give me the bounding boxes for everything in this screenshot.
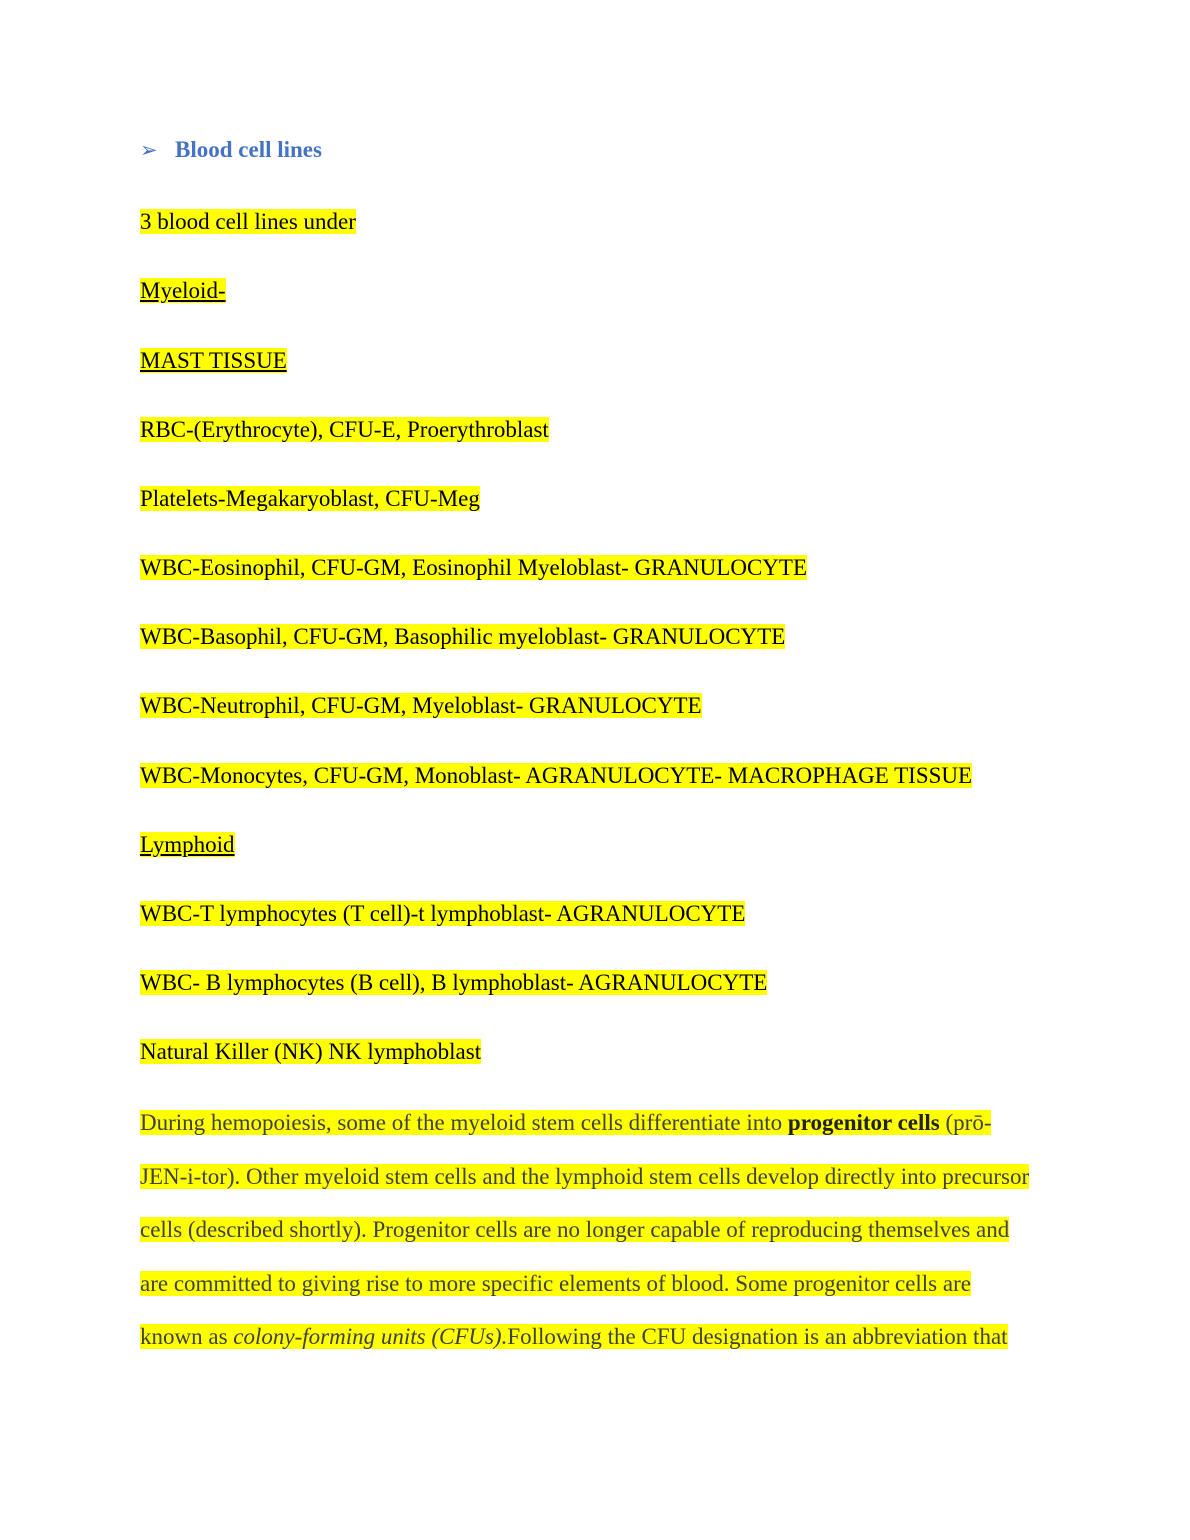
text-line <box>140 348 287 374</box>
highlighted-text: WBC-Basophil, CFU-GM, Basophilic myeloblast- GRANULOCYTE <box>140 624 786 649</box>
paragraph-line <box>140 1160 1050 1214</box>
paragraph-line <box>140 1106 1050 1160</box>
arrow-bullet-icon: ➢ <box>140 138 158 162</box>
section-heading <box>140 137 322 163</box>
paragraph-line <box>140 1267 1050 1321</box>
text-line <box>140 278 226 304</box>
paragraph-line <box>140 1213 1050 1267</box>
text-line <box>140 693 702 719</box>
highlighted-text: WBC-T lymphocytes (T cell)-t lymphoblast- AGRANULOCYTE <box>140 901 746 926</box>
highlighted-text: Natural Killer (NK) NK lymphoblast <box>140 1039 482 1064</box>
highlighted-text: WBC-Monocytes, CFU-GM, Monoblast- AGRANULOCYTE- MACROPHAGE TISSUE <box>140 763 973 788</box>
highlighted-text: RBC-(Erythrocyte), CFU-E, Proerythroblast <box>140 417 549 442</box>
paragraph-text: Following the CFU designation is an abbreviation that <box>507 1324 1008 1350</box>
text-line <box>140 555 807 581</box>
text-line <box>140 832 235 858</box>
text-line <box>140 624 785 650</box>
highlighted-text: Platelets-Megakaryoblast, CFU-Meg <box>140 486 480 511</box>
text-line <box>140 1039 481 1065</box>
paragraph-text: cells (described shortly). Progenitor cells are no longer capable of reproducing themselves and <box>140 1217 1010 1243</box>
highlighted-text: 3 blood cell lines under <box>140 209 356 234</box>
text-line <box>140 417 549 443</box>
mast-tissue-subheading: MAST TISSUE <box>140 348 287 373</box>
text-line <box>140 209 356 235</box>
progenitor-cells-term: progenitor cells <box>787 1110 940 1135</box>
section-heading-text: Blood cell lines <box>175 137 322 162</box>
text-line <box>140 763 972 789</box>
paragraph-text: (prō- <box>939 1110 992 1135</box>
cfu-term: colony-forming units (CFUs). <box>233 1324 508 1350</box>
body-paragraph <box>140 1106 1050 1374</box>
highlighted-text: WBC- B lymphocytes (B cell), B lymphoblast- AGRANULOCYTE <box>140 970 768 995</box>
paragraph-text: JEN-i-tor). Other myeloid stem cells and the lymphoid stem cells develop directly into precursor <box>140 1163 1030 1189</box>
text-line <box>140 486 480 512</box>
highlighted-text: WBC-Neutrophil, CFU-GM, Myeloblast- GRANULOCYTE <box>140 693 702 718</box>
paragraph-text: known as <box>140 1324 234 1350</box>
paragraph-line <box>140 1320 1050 1374</box>
highlighted-text: WBC-Eosinophil, CFU-GM, Eosinophil Myeloblast- GRANULOCYTE <box>140 555 807 580</box>
text-line <box>140 901 745 927</box>
paragraph-text: are committed to giving rise to more specific elements of blood. Some progenitor cells are <box>140 1270 971 1296</box>
lymphoid-subheading: Lymphoid <box>140 832 235 857</box>
text-line <box>140 970 767 996</box>
paragraph-text: During hemopoiesis, some of the myeloid stem cells differentiate into <box>140 1110 788 1135</box>
myeloid-subheading: Myeloid- <box>140 278 226 303</box>
